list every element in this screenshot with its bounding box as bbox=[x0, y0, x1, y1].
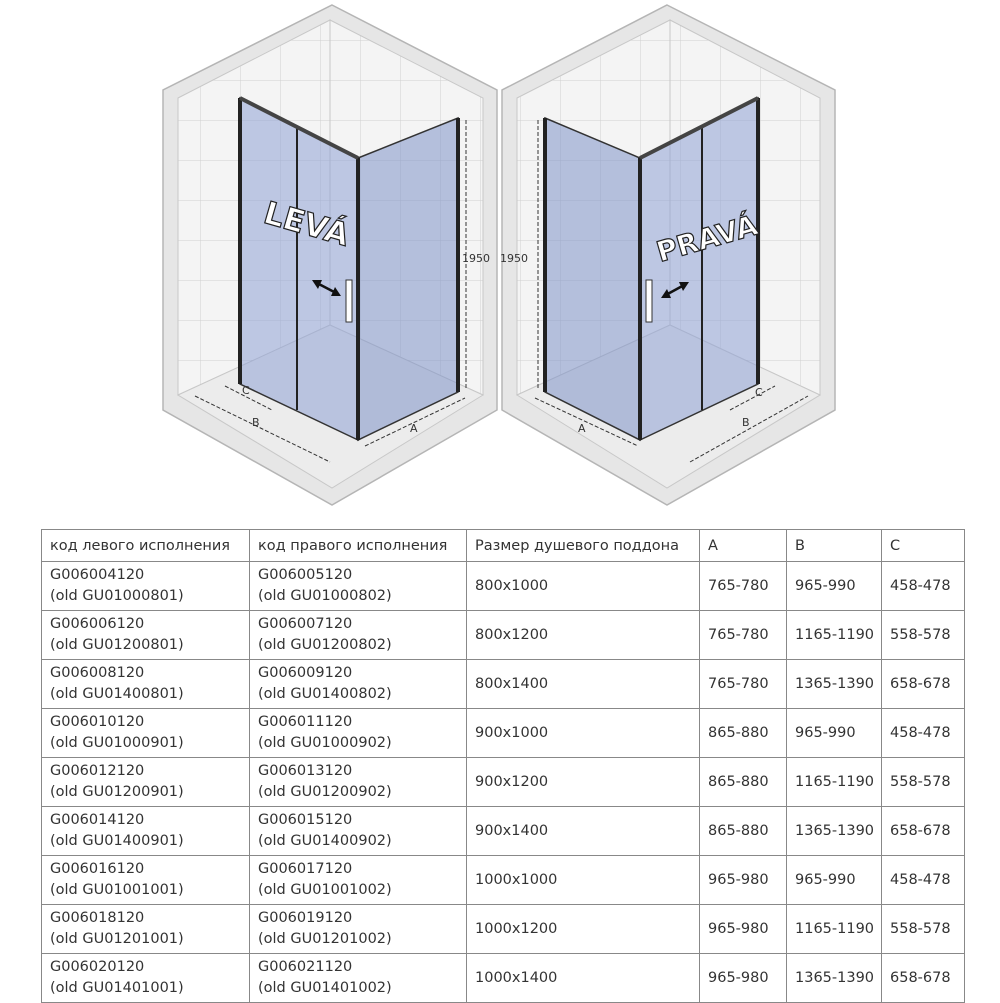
dimensions-table bbox=[41, 529, 965, 1003]
dim-a-cell-a: 965-980 bbox=[708, 920, 769, 937]
dim-b-cell-b: 1365-1390 bbox=[795, 969, 875, 986]
left-code-cell bbox=[42, 905, 250, 954]
left-code-cell bbox=[42, 954, 250, 1003]
right-code-cell-right-old: (old GU01400902) bbox=[258, 833, 392, 849]
right-code-cell-right-old: (old GU01201002) bbox=[258, 931, 392, 947]
table-row bbox=[42, 562, 965, 611]
right-code-cell bbox=[250, 758, 467, 807]
dim-a-cell bbox=[700, 856, 787, 905]
right-code-cell-right-code: G006021120 bbox=[258, 959, 353, 975]
dim-a-cell bbox=[700, 611, 787, 660]
tray-size-cell bbox=[467, 856, 700, 905]
right-dim-a: A bbox=[578, 422, 586, 435]
dim-c-cell-c: 458-478 bbox=[890, 871, 951, 888]
header-a: A bbox=[700, 530, 787, 562]
dim-c-cell-c: 558-578 bbox=[890, 920, 951, 937]
tray-size-cell bbox=[467, 660, 700, 709]
left-code-cell bbox=[42, 611, 250, 660]
tray-size-cell-size: 1000x1400 bbox=[475, 969, 558, 986]
right-enclosure-diagram bbox=[500, 5, 835, 505]
right-code-cell-right-old: (old GU01001002) bbox=[258, 882, 392, 898]
header-b: B bbox=[787, 530, 882, 562]
left-code-cell-left-code: G006016120 bbox=[50, 861, 145, 877]
right-side-glass bbox=[545, 118, 640, 440]
right-code-cell-right-code: G006005120 bbox=[258, 567, 353, 583]
left-code-cell-left-old: (old GU01200901) bbox=[50, 784, 184, 800]
right-code-cell-right-old: (old GU01000802) bbox=[258, 588, 392, 604]
right-code-cell-right-old: (old GU01000902) bbox=[258, 735, 392, 751]
right-code-cell-right-code: G006013120 bbox=[258, 763, 353, 779]
dim-b-cell-b: 965-990 bbox=[795, 724, 856, 741]
dim-c-cell bbox=[882, 709, 965, 758]
dim-c-cell-c: 558-578 bbox=[890, 626, 951, 643]
left-height-label: 1950 bbox=[462, 252, 490, 265]
right-code-cell-right-code: G006007120 bbox=[258, 616, 353, 632]
table-row bbox=[42, 954, 965, 1003]
dim-a-cell bbox=[700, 905, 787, 954]
dim-b-cell bbox=[787, 611, 882, 660]
tray-size-cell-size: 1000x1000 bbox=[475, 871, 558, 888]
right-code-cell-right-old: (old GU01200902) bbox=[258, 784, 392, 800]
right-code-cell bbox=[250, 807, 467, 856]
tray-size-cell bbox=[467, 709, 700, 758]
left-code-cell-left-old: (old GU01000901) bbox=[50, 735, 184, 751]
table-body bbox=[42, 562, 965, 1003]
right-dim-b: B bbox=[742, 416, 750, 429]
tray-size-cell bbox=[467, 611, 700, 660]
dim-a-cell-a: 865-880 bbox=[708, 773, 769, 790]
dim-b-cell-b: 1365-1390 bbox=[795, 675, 875, 692]
tray-size-cell-size: 900x1000 bbox=[475, 724, 549, 741]
right-code-cell-right-code: G006011120 bbox=[258, 714, 353, 730]
left-code-cell-left-code: G006004120 bbox=[50, 567, 145, 583]
left-code-cell-left-old: (old GU01400801) bbox=[50, 686, 184, 702]
table-row bbox=[42, 807, 965, 856]
dim-b-cell-b: 1165-1190 bbox=[795, 773, 875, 790]
tray-size-cell-size: 900x1400 bbox=[475, 822, 549, 839]
dim-a-cell bbox=[700, 660, 787, 709]
right-code-cell bbox=[250, 905, 467, 954]
left-code-cell-left-code: G006006120 bbox=[50, 616, 145, 632]
tray-size-cell-size: 800x1200 bbox=[475, 626, 549, 643]
left-dim-b: B bbox=[252, 416, 260, 429]
right-code-cell-right-old: (old GU01401002) bbox=[258, 980, 392, 996]
dim-c-cell bbox=[882, 954, 965, 1003]
table-header-row bbox=[42, 530, 965, 562]
left-side-glass bbox=[358, 118, 458, 440]
table-row bbox=[42, 905, 965, 954]
dim-a-cell bbox=[700, 807, 787, 856]
tray-size-cell-size: 900x1200 bbox=[475, 773, 549, 790]
left-code-cell bbox=[42, 709, 250, 758]
dim-a-cell-a: 865-880 bbox=[708, 822, 769, 839]
left-dim-c: C bbox=[242, 384, 250, 397]
left-code-cell-left-old: (old GU01200801) bbox=[50, 637, 184, 653]
table-row bbox=[42, 660, 965, 709]
left-code-cell bbox=[42, 758, 250, 807]
left-code-cell-left-code: G006020120 bbox=[50, 959, 145, 975]
dim-c-cell-c: 658-678 bbox=[890, 969, 951, 986]
dim-a-cell-a: 765-780 bbox=[708, 577, 769, 594]
header-right-code: код правого исполнения bbox=[250, 530, 467, 562]
dim-b-cell bbox=[787, 660, 882, 709]
dim-c-cell bbox=[882, 562, 965, 611]
dimensions-table-container bbox=[41, 529, 958, 1003]
dim-a-cell-a: 765-780 bbox=[708, 675, 769, 692]
tray-size-cell bbox=[467, 807, 700, 856]
left-code-cell bbox=[42, 856, 250, 905]
dim-b-cell bbox=[787, 758, 882, 807]
right-code-cell-right-code: G006009120 bbox=[258, 665, 353, 681]
left-enclosure-diagram bbox=[163, 5, 497, 505]
right-code-cell bbox=[250, 856, 467, 905]
right-height-label: 1950 bbox=[500, 252, 528, 265]
dim-c-cell bbox=[882, 856, 965, 905]
left-dim-a: A bbox=[410, 422, 418, 435]
right-dim-c: C bbox=[755, 386, 763, 399]
left-code-cell-left-old: (old GU01000801) bbox=[50, 588, 184, 604]
dim-b-cell bbox=[787, 905, 882, 954]
right-code-cell bbox=[250, 660, 467, 709]
right-code-cell bbox=[250, 954, 467, 1003]
left-code-cell-left-code: G006014120 bbox=[50, 812, 145, 828]
tray-size-cell-size: 800x1400 bbox=[475, 675, 549, 692]
dim-c-cell-c: 458-478 bbox=[890, 724, 951, 741]
left-code-cell-left-old: (old GU01400901) bbox=[50, 833, 184, 849]
right-version-label: PRAVÁ bbox=[652, 208, 762, 269]
tray-size-cell-size: 800x1000 bbox=[475, 577, 549, 594]
dim-a-cell-a: 865-880 bbox=[708, 724, 769, 741]
left-code-cell-left-old: (old GU01201001) bbox=[50, 931, 184, 947]
right-code-cell-right-old: (old GU01200802) bbox=[258, 637, 392, 653]
dim-b-cell-b: 1165-1190 bbox=[795, 920, 875, 937]
right-code-cell-right-code: G006017120 bbox=[258, 861, 353, 877]
right-code-cell-right-code: G006019120 bbox=[258, 910, 353, 926]
left-code-cell bbox=[42, 562, 250, 611]
tray-size-cell bbox=[467, 905, 700, 954]
right-code-cell bbox=[250, 709, 467, 758]
left-code-cell-left-code: G006008120 bbox=[50, 665, 145, 681]
dim-a-cell bbox=[700, 758, 787, 807]
table-row bbox=[42, 856, 965, 905]
dim-a-cell-a: 965-980 bbox=[708, 871, 769, 888]
right-code-cell bbox=[250, 562, 467, 611]
dim-c-cell-c: 558-578 bbox=[890, 773, 951, 790]
dim-b-cell-b: 965-990 bbox=[795, 577, 856, 594]
dim-a-cell bbox=[700, 709, 787, 758]
tray-size-cell bbox=[467, 954, 700, 1003]
dim-c-cell bbox=[882, 611, 965, 660]
header-left-code: код левого исполнения bbox=[42, 530, 250, 562]
left-code-cell-left-code: G006010120 bbox=[50, 714, 145, 730]
dim-a-cell bbox=[700, 562, 787, 611]
dim-c-cell-c: 658-678 bbox=[890, 822, 951, 839]
dim-c-cell bbox=[882, 660, 965, 709]
dim-b-cell bbox=[787, 954, 882, 1003]
dim-c-cell bbox=[882, 807, 965, 856]
dim-b-cell bbox=[787, 562, 882, 611]
dim-c-cell bbox=[882, 758, 965, 807]
header-c: C bbox=[882, 530, 965, 562]
tray-size-cell-size: 1000x1200 bbox=[475, 920, 558, 937]
left-code-cell-left-code: G006018120 bbox=[50, 910, 145, 926]
dim-b-cell-b: 1165-1190 bbox=[795, 626, 875, 643]
left-code-cell-left-old: (old GU01401001) bbox=[50, 980, 184, 996]
dim-a-cell-a: 765-780 bbox=[708, 626, 769, 643]
right-code-cell bbox=[250, 611, 467, 660]
dim-a-cell bbox=[700, 954, 787, 1003]
dim-b-cell bbox=[787, 807, 882, 856]
dim-b-cell bbox=[787, 709, 882, 758]
left-code-cell-left-old: (old GU01001001) bbox=[50, 882, 184, 898]
right-code-cell-right-code: G006015120 bbox=[258, 812, 353, 828]
left-version-label: LEVÁ bbox=[259, 195, 354, 254]
dim-b-cell-b: 965-990 bbox=[795, 871, 856, 888]
dim-c-cell-c: 658-678 bbox=[890, 675, 951, 692]
dim-b-cell-b: 1365-1390 bbox=[795, 822, 875, 839]
tray-size-cell bbox=[467, 758, 700, 807]
table-row bbox=[42, 758, 965, 807]
table-row bbox=[42, 709, 965, 758]
dim-c-cell-c: 458-478 bbox=[890, 577, 951, 594]
tray-size-cell bbox=[467, 562, 700, 611]
left-code-cell-left-code: G006012120 bbox=[50, 763, 145, 779]
header-tray-size: Размер душевого поддона bbox=[467, 530, 700, 562]
dim-c-cell bbox=[882, 905, 965, 954]
dim-a-cell-a: 965-980 bbox=[708, 969, 769, 986]
table-row bbox=[42, 611, 965, 660]
left-code-cell bbox=[42, 807, 250, 856]
left-code-cell bbox=[42, 660, 250, 709]
right-code-cell-right-old: (old GU01400802) bbox=[258, 686, 392, 702]
dim-b-cell bbox=[787, 856, 882, 905]
